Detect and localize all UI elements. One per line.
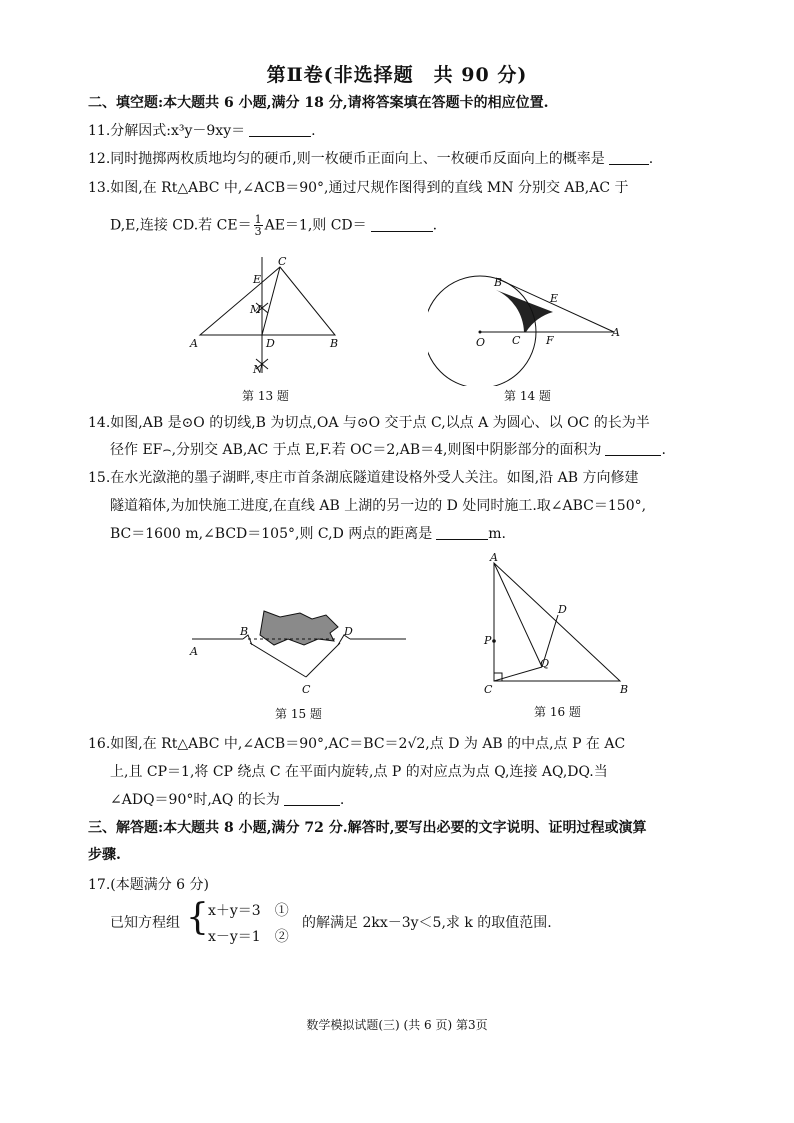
figure-16-caption: 第 16 题 [534, 705, 581, 719]
figure-14 [428, 268, 628, 386]
question-16-line3: ∠ADQ＝90°时,AQ 的长为 . [110, 792, 345, 808]
figure-13 [180, 255, 355, 385]
question-13-line2: D,E,连接 CD.若 CE＝ $\frac{1}{3}$ AE＝1,则 CD＝ . [110, 213, 438, 238]
point-p [492, 639, 496, 643]
question-13-line1: 13.如图,在 Rt△ABC 中,∠ACB＝90°,通过尺规作图得到的直线 MN 分别交 AB,AC 于 [88, 180, 629, 196]
question-11: 11.分解因式:x³y－9xy＝ . [88, 123, 316, 139]
label-a: A [612, 326, 620, 339]
answer-blank [371, 217, 433, 232]
label-a: A [190, 645, 198, 658]
figure-16 [480, 551, 630, 697]
question-16-text: ∠ADQ＝90°时,AQ 的长为 [110, 792, 280, 808]
section2-heading: 二、填空题:本大题共 6 小题,满分 18 分,请将答案填在答题卡的相应位置. [88, 95, 549, 111]
fraction-denominator: 3 [254, 225, 262, 238]
segment-cq [494, 667, 542, 681]
label-m: M [250, 303, 262, 316]
triangle-abc [494, 563, 620, 681]
question-15-text: BC＝1600 m,∠BCD＝105°,则 C,D 两点的距离是 [110, 526, 433, 542]
question-14-line2: 径作 EF⌢,分别交 AB,AC 于点 E,F.若 OC＝2,AB＝4,则图中阴影部分的面积为 . [110, 442, 666, 458]
triangle-abc [200, 267, 335, 335]
label-e: E [550, 292, 559, 305]
answer-blank [605, 441, 661, 456]
figure-13-caption: 第 13 题 [242, 389, 289, 403]
question-15-line1: 15.在水光潋滟的墨子湖畔,枣庄市首条湖底隧道建设格外受人关注。如图,沿 AB 方向修建 [88, 470, 639, 486]
label-c: C [278, 255, 287, 268]
question-17-header: 17.(本题满分 6 分) [88, 877, 209, 893]
question-11-text: 11.分解因式:x³y－9xy＝ [88, 123, 246, 139]
answer-blank [249, 122, 311, 137]
label-f: F [546, 334, 554, 347]
question-14-text: 径作 EF⌢,分别交 AB,AC 于点 E,F.若 OC＝2,AB＝4,则图中阴影部分的面积为 [110, 442, 602, 458]
section3-heading-line1: 三、解答题:本大题共 8 小题,满分 72 分.解答时,要写出必要的文字说明、证明过程或演算 [88, 820, 647, 836]
label-a: A [190, 337, 198, 350]
tangent-ab [496, 278, 614, 332]
page-footer: 数学模拟试题(三) (共 6 页) 第3页 [306, 1018, 488, 1032]
question-16-line2: 上,且 CP＝1,将 CP 绕点 C 在平面内旋转,点 P 的对应点为点 Q,连接 AQ,DQ.当 [110, 764, 608, 780]
circle-o [428, 276, 536, 386]
figure-15-caption: 第 15 题 [275, 707, 322, 721]
answer-blank [284, 791, 340, 806]
lake-shape [260, 611, 338, 645]
question-15-line2: 隧道箱体,为加快施工进度,在直线 AB 上湖的另一边的 D 处同时施工.取∠ABC＝150°, [110, 498, 647, 514]
fraction-one-third [254, 214, 263, 237]
question-17-suffix: 的解满足 2kx－3y＜5,求 k 的取值范围. [302, 915, 552, 931]
label-p: P [484, 634, 492, 647]
question-17-system-prefix: 已知方程组 [110, 915, 180, 931]
q13-text-b: AE＝1,则 CD＝ [264, 217, 367, 234]
question-12-text: 12.同时抛掷两枚质地均匀的硬币,则一枚硬币正面向上、一枚硬币反面向上的概率是 [88, 151, 605, 167]
page-title: 第Ⅱ卷(非选择题 共 90 分) [266, 64, 528, 86]
label-b: B [330, 337, 339, 350]
segment-bc [250, 643, 306, 677]
label-e: E [253, 273, 262, 286]
question-14-line1: 14.如图,AB 是⊙O 的切线,B 为切点,OA 与⊙O 交于点 C,以点 A 为圆心、以 OC 的长为半 [88, 415, 650, 431]
section3-heading-line2: 步骤. [88, 847, 121, 863]
label-b: B [494, 276, 503, 289]
question-12: 12.同时抛掷两枚质地均匀的硬币,则一枚硬币正面向上、一枚硬币反面向上的概率是 . [88, 151, 654, 167]
figure-15 [188, 605, 410, 697]
label-c: C [512, 334, 521, 347]
q13-text-a: D,E,连接 CD.若 CE＝ [110, 217, 252, 234]
unit-m: m. [488, 526, 506, 542]
label-q: Q [540, 657, 550, 670]
segment-cd [306, 643, 340, 677]
answer-blank [609, 150, 649, 165]
system-brace: { [186, 897, 209, 938]
label-c: C [484, 683, 493, 696]
equation-1: x＋y＝3 ① [208, 903, 289, 919]
answer-blank [436, 525, 488, 540]
label-b: B [240, 625, 249, 638]
center-point [479, 331, 482, 334]
equation-2: x－y＝1 ② [208, 929, 289, 945]
label-d: D [558, 603, 567, 616]
figure-14-caption: 第 14 题 [504, 389, 551, 403]
label-o: O [476, 336, 486, 349]
question-16-line1: 16.如图,在 Rt△ABC 中,∠ACB＝90°,AC＝BC＝2√2,点 D 为 AB 的中点,点 P 在 AC [88, 736, 626, 752]
label-a: A [490, 551, 498, 564]
fraction-numerator: 1 [254, 213, 262, 226]
label-d: D [266, 337, 275, 350]
label-c: C [302, 683, 311, 696]
segment-cd [262, 267, 280, 335]
question-15-line3 [110, 524, 506, 544]
shaded-region [496, 290, 553, 332]
label-b: B [620, 683, 629, 696]
segment-aq [494, 563, 542, 667]
label-n: N [253, 363, 263, 376]
label-d: D [344, 625, 353, 638]
